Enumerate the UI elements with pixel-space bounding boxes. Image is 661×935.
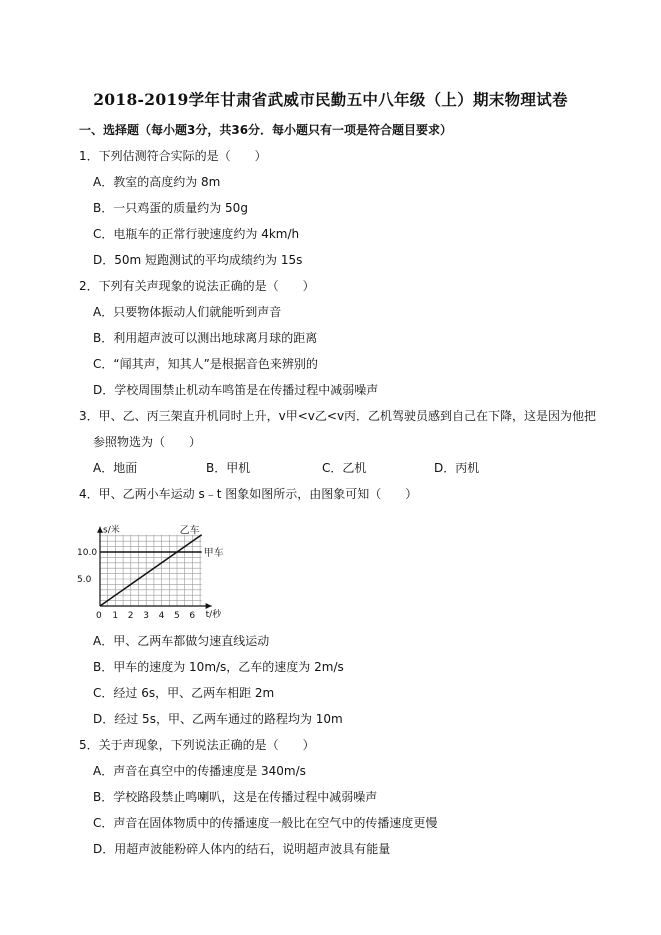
question-2-option-b: B．利用超声波可以测出地球离月球的距离: [93, 331, 318, 345]
x-tick-label: 6: [189, 611, 196, 621]
question-4-stem: 4．甲、乙两小车运动 s﹣t 图象如图所示，由图象可知（ ）: [79, 487, 418, 501]
x-tick-label: 2: [127, 611, 134, 621]
series-label-yi: 乙车: [179, 525, 200, 537]
question-2-option-a: A．只要物体振动人们就能听到声音: [93, 305, 282, 319]
question-3-stem-line-1: 3．甲、乙、丙三架直升机同时上升，v甲<v乙<v丙．乙机驾驶员感到自己在下降，这是因为他把: [79, 409, 597, 423]
question-3-option-c: C．乙机: [322, 461, 367, 475]
question-3-option-a: A．地面: [93, 461, 138, 475]
x-axis-label: t/秒: [205, 610, 222, 620]
question-5-stem: 5．关于声现象，下列说法正确的是（ ）: [79, 738, 315, 752]
question-4-option-c: C．经过 6s，甲、乙两车相距 2m: [93, 686, 275, 700]
question-2-stem: 2．下列有关声现象的说法正确的是（ ）: [79, 279, 315, 293]
series-label-jia: 甲车: [203, 548, 224, 559]
question-3-option-d: D．丙机: [434, 461, 480, 475]
s-t-chart: [76, 504, 226, 626]
question-5-option-b: B．学校路段禁止鸣喇叭，这是在传播过程中减弱噪声: [93, 790, 378, 804]
question-1-option-a: A．教室的高度约为 8m: [93, 175, 221, 189]
x-tick-label: 0: [96, 611, 102, 621]
question-1-option-b: B．一只鸡蛋的质量约为 50g: [93, 201, 248, 215]
question-5-option-d: D．用超声波能粉碎人体内的结石，说明超声波具有能量: [93, 842, 391, 856]
y-axis-label: s/米: [103, 525, 120, 536]
y-tick-label: 10.0: [77, 548, 98, 558]
x-tick-label: 3: [143, 611, 149, 621]
question-1-option-c: C．电瓶车的正常行驶速度约为 4km/h: [93, 227, 300, 241]
question-4-option-a: A．甲、乙两车都做匀速直线运动: [93, 634, 270, 648]
x-tick-label: 4: [158, 611, 165, 621]
x-axis-arrow-icon: [206, 603, 212, 609]
x-tick-label: 5: [174, 611, 180, 621]
question-1-stem: 1．下列估测符合实际的是（ ）: [79, 149, 267, 163]
question-2-option-d: D．学校周围禁止机动车鸣笛是在传播过程中减弱噪声: [93, 383, 379, 397]
section-heading: 一、选择题（每小题3分，共36分．每小题只有一项是符合题目要求）: [79, 123, 453, 137]
question-4-option-b: B．甲车的速度为 10m/s，乙车的速度为 2m/s: [93, 660, 344, 674]
question-2-option-c: C．“闻其声，知其人”是根据音色来辨别的: [93, 357, 318, 371]
question-5-option-a: A．声音在真空中的传播速度是 340m/s: [93, 764, 306, 778]
x-tick-label: 1: [112, 611, 119, 621]
question-5-option-c: C．声音在固体物质中的传播速度一般比在空气中的传播速度更慢: [93, 816, 438, 830]
question-4-option-d: D．经过 5s，甲、乙两车通过的路程均为 10m: [93, 712, 343, 726]
page-title: 2018-2019学年甘肃省武威市民勤五中八年级（上）期末物理试卷: [93, 90, 568, 109]
question-1-option-d: D．50m 短跑测试的平均成绩约为 15s: [93, 253, 303, 267]
question-3-stem-line-2: 参照物选为（ ）: [93, 435, 202, 449]
y-tick-label: 5.0: [77, 575, 92, 585]
question-3-option-b: B．甲机: [206, 461, 251, 475]
